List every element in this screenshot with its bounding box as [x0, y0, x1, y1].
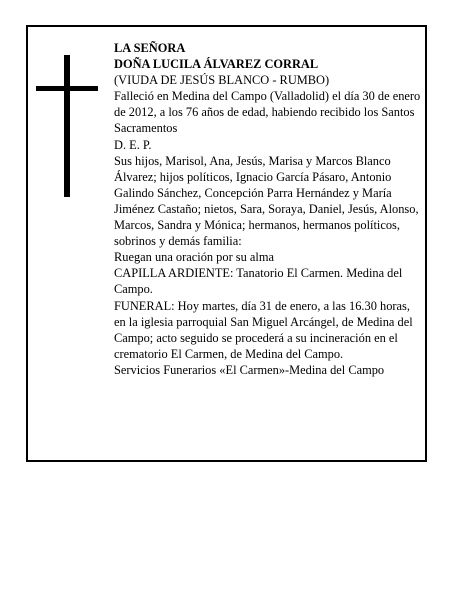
deceased-name: DOÑA LUCILA ÁLVAREZ CORRAL — [114, 57, 319, 72]
honorific: LA SEÑORA — [114, 41, 186, 55]
obituary-text — [114, 40, 424, 378]
funeral-services: Servicios Funerarios «El Carmen»-Medina del Campo — [114, 362, 385, 377]
cross-horizontal-bar — [36, 86, 98, 91]
family-list: Sus hijos, Marisol, Ana, Jesús, Marisa y Marcos Blanco Álvarez; hijos políticos, Ignacio García Pásaro, Antonio Galindo Sánchez, Concepción Parra Hernández y María Jiménez Castaño; nietos, Sara, Soraya, Daniel, Jesús, Alonso, Marcos, Sandra y Mónica; hermanos, hermanos políticos, sobrinos y demás familia: — [114, 153, 419, 249]
funeral-info: FUNERAL: Hoy martes, día 31 de enero, a las 16.30 horas, en la iglesia parroquial San Miguel Arcángel, de Medina del Campo; acto seguido se procederá a su incineración en el crematorio El Carmen, de Medina del Campo. — [114, 298, 413, 361]
death-announcement: Falleció en Medina del Campo (Valladolid) el día 30 de enero de 2012, a los 76 años de edad, habiendo recibido los Santos Sacramentos — [114, 89, 421, 136]
prayer-request: Ruegan una oración por su alma — [114, 250, 274, 265]
rip-line: D. E. P. — [114, 137, 152, 152]
chapel-info: CAPILLA ARDIENTE: Tanatorio El Carmen. Medina del Campo. — [114, 266, 403, 297]
widow-of: (VIUDA DE JESÚS BLANCO - RUMBO) — [114, 73, 330, 88]
cross-vertical-bar — [64, 55, 70, 197]
cross-icon — [36, 55, 98, 197]
